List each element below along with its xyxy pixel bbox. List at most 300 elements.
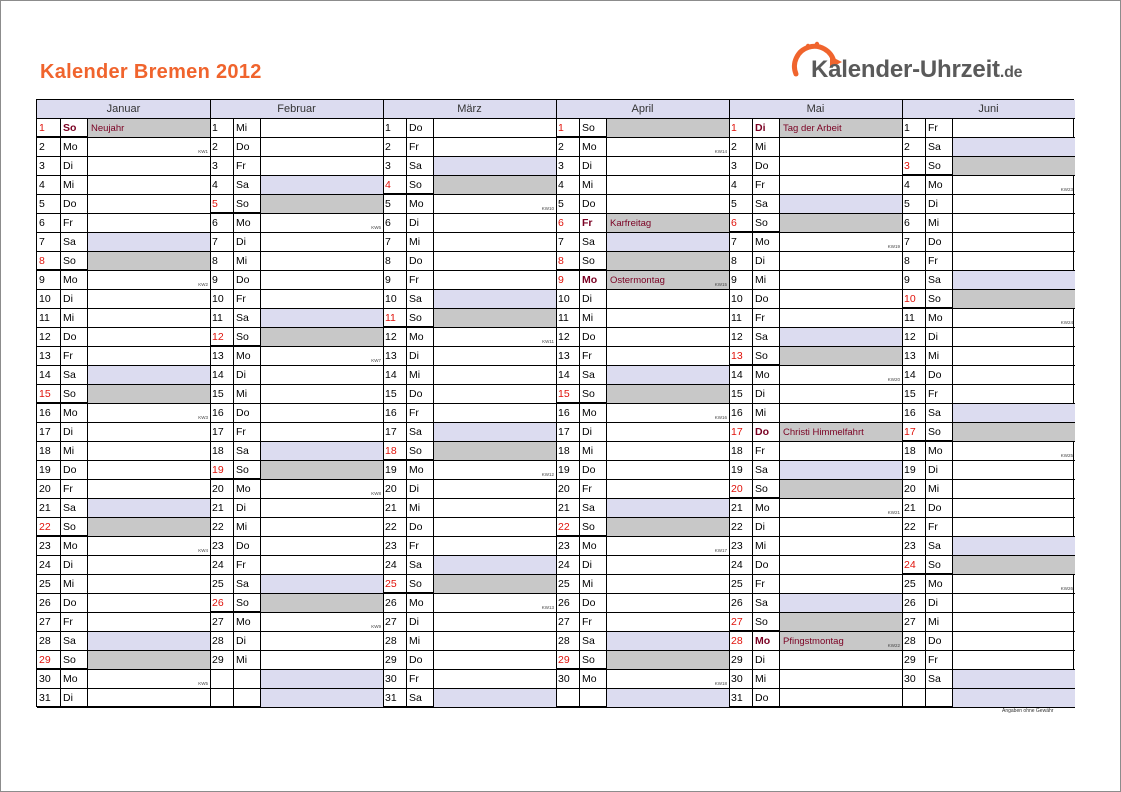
day-number: 12 <box>39 328 61 346</box>
logo-name: Kalender-Uhrzeit <box>811 56 1000 83</box>
day-number: 19 <box>904 461 926 479</box>
day-row <box>37 480 210 499</box>
calendar-week-label: KW14 <box>714 149 727 154</box>
month-header: Mai <box>729 100 902 119</box>
day-number: 21 <box>212 499 234 517</box>
weekday: Mo <box>236 613 261 631</box>
day-notes-cell <box>953 176 1075 194</box>
weekday: Mo <box>409 594 434 612</box>
day-row <box>556 195 729 214</box>
day-notes-cell <box>953 404 1075 422</box>
day-row <box>729 632 902 651</box>
weekday: Mo <box>755 366 780 384</box>
day-number: 8 <box>731 252 753 270</box>
weekday: Mo <box>63 537 88 555</box>
month-header: März <box>383 100 556 119</box>
day-notes-cell <box>261 594 383 612</box>
day-row <box>556 119 729 138</box>
day-notes-cell <box>780 385 902 403</box>
weekday: Sa <box>236 176 261 194</box>
weekday: Mo <box>63 670 88 688</box>
weekday: So <box>409 575 434 593</box>
day-number: 26 <box>385 594 407 612</box>
day-row <box>556 157 729 176</box>
day-row <box>729 442 902 461</box>
weekday: Mo <box>928 309 953 327</box>
calendar-week-label: KW22 <box>887 643 900 648</box>
day-row <box>383 404 556 423</box>
day-row <box>383 385 556 404</box>
day-number: 9 <box>731 271 753 289</box>
weekday: Di <box>928 461 953 479</box>
day-notes-cell <box>780 537 902 555</box>
weekday: So <box>409 442 434 460</box>
month-header: Januar <box>37 100 210 119</box>
empty-day-row <box>210 689 383 708</box>
day-row <box>556 613 729 632</box>
page-title: Kalender Bremen 2012 <box>40 61 262 83</box>
weekday: So <box>236 328 261 346</box>
day-notes-cell <box>261 537 383 555</box>
day-number: 12 <box>385 328 407 346</box>
day-number <box>212 670 234 688</box>
day-row <box>729 252 902 271</box>
day-row <box>556 480 729 499</box>
day-row <box>210 119 383 138</box>
day-row <box>729 575 902 594</box>
day-number: 29 <box>558 651 580 669</box>
day-number: 23 <box>385 537 407 555</box>
day-number: 18 <box>212 442 234 460</box>
day-notes-cell <box>88 442 210 460</box>
day-number: 16 <box>39 404 61 422</box>
day-number: 16 <box>558 404 580 422</box>
day-number: 6 <box>212 214 234 232</box>
day-row <box>902 461 1075 480</box>
day-row <box>556 632 729 651</box>
day-row <box>37 309 210 328</box>
weekday: Do <box>236 271 261 289</box>
weekday: Fr <box>582 214 607 232</box>
day-row <box>556 328 729 347</box>
day-notes-cell <box>607 480 729 498</box>
weekday: Sa <box>63 233 88 251</box>
weekday: So <box>755 613 780 631</box>
day-number: 12 <box>558 328 580 346</box>
day-number: 28 <box>385 632 407 650</box>
day-row <box>902 366 1075 385</box>
day-notes-cell <box>88 309 210 327</box>
day-row <box>37 290 210 309</box>
day-row <box>210 442 383 461</box>
day-number: 21 <box>558 499 580 517</box>
weekday: Di <box>63 689 88 707</box>
day-number: 30 <box>904 670 926 688</box>
weekday: Di <box>63 290 88 308</box>
weekday: Di <box>63 423 88 441</box>
day-notes-cell <box>953 689 1075 707</box>
weekday: Mi <box>928 347 953 365</box>
month-column-februar <box>210 100 383 706</box>
day-notes-cell <box>88 176 210 194</box>
day-number: 14 <box>558 366 580 384</box>
day-notes-cell <box>434 404 556 422</box>
day-number: 5 <box>212 195 234 213</box>
day-notes-cell <box>607 290 729 308</box>
calendar-week-label: KW20 <box>887 377 900 382</box>
day-number: 5 <box>558 195 580 213</box>
day-row <box>556 290 729 309</box>
weekday: Fr <box>236 290 261 308</box>
calendar-week-label: KW8 <box>371 491 381 496</box>
calendar-week-label: KW25 <box>1060 453 1073 458</box>
day-row <box>729 195 902 214</box>
weekday: Sa <box>928 670 953 688</box>
day-row <box>37 518 210 537</box>
day-row <box>902 138 1075 157</box>
day-number: 27 <box>212 613 234 631</box>
day-number: 9 <box>904 271 926 289</box>
weekday: Mi <box>63 442 88 460</box>
day-row <box>383 347 556 366</box>
weekday: Mo <box>409 195 434 213</box>
logo-text <box>811 56 1022 84</box>
day-notes-cell <box>434 138 556 156</box>
day-row <box>729 119 902 138</box>
day-row <box>37 442 210 461</box>
weekday: Mo <box>409 461 434 479</box>
weekday: Mo <box>755 233 780 251</box>
day-notes-cell <box>434 594 556 612</box>
day-notes-cell <box>780 575 902 593</box>
weekday: So <box>928 157 953 175</box>
weekday: Mo <box>409 328 434 346</box>
day-number: 2 <box>731 138 753 156</box>
day-notes-cell <box>88 670 210 688</box>
day-number: 17 <box>39 423 61 441</box>
day-row <box>383 518 556 537</box>
day-row <box>37 157 210 176</box>
day-notes-cell <box>434 385 556 403</box>
weekday: Mo <box>582 271 607 289</box>
day-number: 22 <box>39 518 61 536</box>
day-notes-cell <box>780 556 902 574</box>
day-notes-cell <box>261 689 383 707</box>
day-notes-cell <box>607 138 729 156</box>
month-column-januar <box>37 100 210 706</box>
day-row <box>729 157 902 176</box>
weekday: Fr <box>582 480 607 498</box>
weekday: Mi <box>409 366 434 384</box>
day-row <box>210 328 383 347</box>
day-number: 18 <box>904 442 926 460</box>
calendar-week-label: KW9 <box>371 624 381 629</box>
day-notes-cell <box>434 651 556 669</box>
day-notes-cell <box>607 537 729 555</box>
logo[interactable] <box>786 36 1076 92</box>
day-row <box>556 271 729 290</box>
day-row <box>556 518 729 537</box>
day-number: 28 <box>212 632 234 650</box>
day-number: 24 <box>558 556 580 574</box>
weekday: So <box>582 651 607 669</box>
day-number: 21 <box>39 499 61 517</box>
weekday: Mo <box>928 176 953 194</box>
day-notes-cell <box>88 385 210 403</box>
day-notes-cell <box>88 518 210 536</box>
weekday: Sa <box>409 689 434 707</box>
day-row <box>729 366 902 385</box>
day-notes-cell <box>261 632 383 650</box>
day-number: 1 <box>385 119 407 137</box>
day-number: 20 <box>39 480 61 498</box>
day-row <box>383 214 556 233</box>
day-row <box>210 385 383 404</box>
day-number: 9 <box>39 271 61 289</box>
day-number: 25 <box>904 575 926 593</box>
day-number: 30 <box>39 670 61 688</box>
day-row <box>210 499 383 518</box>
weekday: Mo <box>63 138 88 156</box>
day-number: 15 <box>731 385 753 403</box>
day-row <box>210 556 383 575</box>
day-row <box>37 119 210 138</box>
day-number: 15 <box>39 385 61 403</box>
day-row <box>210 252 383 271</box>
day-notes-cell <box>953 537 1075 555</box>
day-notes-cell <box>780 442 902 460</box>
day-notes-cell <box>261 309 383 327</box>
weekday: Do <box>409 518 434 536</box>
day-number: 22 <box>558 518 580 536</box>
day-row <box>556 309 729 328</box>
day-notes-cell <box>953 252 1075 270</box>
day-row <box>383 195 556 214</box>
day-row <box>383 423 556 442</box>
day-number: 3 <box>904 157 926 175</box>
day-notes-cell <box>261 480 383 498</box>
day-row <box>210 366 383 385</box>
day-number: 29 <box>731 651 753 669</box>
day-number: 26 <box>212 594 234 612</box>
weekday: Mo <box>236 480 261 498</box>
day-number: 11 <box>558 309 580 327</box>
day-row <box>210 404 383 423</box>
day-row <box>210 575 383 594</box>
weekday: Fr <box>755 176 780 194</box>
day-row <box>383 442 556 461</box>
weekday: Sa <box>755 195 780 213</box>
day-number: 10 <box>39 290 61 308</box>
day-notes-cell <box>261 651 383 669</box>
day-row <box>902 119 1075 138</box>
day-number: 13 <box>904 347 926 365</box>
day-notes-cell <box>88 689 210 707</box>
day-notes-cell <box>953 138 1075 156</box>
day-row <box>383 252 556 271</box>
day-notes-cell <box>953 632 1075 650</box>
day-notes-cell <box>780 651 902 669</box>
weekday <box>236 689 261 707</box>
weekday: So <box>928 556 953 574</box>
day-row <box>383 537 556 556</box>
weekday: Sa <box>755 328 780 346</box>
day-number: 9 <box>212 271 234 289</box>
day-row <box>210 233 383 252</box>
weekday: Fr <box>928 518 953 536</box>
holiday-label: Christi Himmelfahrt <box>783 427 864 438</box>
day-notes-cell <box>607 233 729 251</box>
day-number: 13 <box>39 347 61 365</box>
day-notes-cell <box>953 385 1075 403</box>
day-row <box>210 290 383 309</box>
day-number: 8 <box>558 252 580 270</box>
day-row <box>902 575 1075 594</box>
empty-day-row <box>902 689 1075 708</box>
weekday: Fr <box>928 252 953 270</box>
day-notes-cell <box>780 290 902 308</box>
weekday: So <box>409 309 434 327</box>
calendar-week-label: KW13 <box>541 605 554 610</box>
day-number: 24 <box>212 556 234 574</box>
weekday: Mo <box>63 271 88 289</box>
day-notes-cell <box>434 233 556 251</box>
day-number: 19 <box>212 461 234 479</box>
day-row <box>729 138 902 157</box>
day-number: 1 <box>558 119 580 137</box>
calendar-week-label: KW1 <box>198 149 208 154</box>
day-number: 21 <box>904 499 926 517</box>
day-number: 2 <box>212 138 234 156</box>
day-notes-cell <box>953 309 1075 327</box>
day-row <box>210 537 383 556</box>
day-notes-cell <box>607 347 729 365</box>
weekday: Sa <box>928 404 953 422</box>
day-number: 17 <box>558 423 580 441</box>
day-notes-cell <box>434 632 556 650</box>
day-number: 6 <box>39 214 61 232</box>
day-row <box>37 499 210 518</box>
weekday: Do <box>63 594 88 612</box>
day-notes-cell <box>607 423 729 441</box>
day-number: 11 <box>904 309 926 327</box>
weekday: Di <box>236 233 261 251</box>
day-notes-cell <box>607 157 729 175</box>
day-number: 10 <box>731 290 753 308</box>
weekday: Fr <box>236 157 261 175</box>
day-notes-cell <box>88 651 210 669</box>
day-number: 23 <box>39 537 61 555</box>
weekday: Do <box>755 157 780 175</box>
day-notes-cell <box>780 499 902 517</box>
calendar-week-label: KW16 <box>714 415 727 420</box>
weekday: Do <box>755 423 780 441</box>
day-number: 26 <box>731 594 753 612</box>
day-row <box>556 556 729 575</box>
day-number: 12 <box>904 328 926 346</box>
day-number: 22 <box>212 518 234 536</box>
calendar-week-label: KW17 <box>714 548 727 553</box>
day-number: 25 <box>39 575 61 593</box>
day-number: 21 <box>731 499 753 517</box>
day-row <box>37 689 210 708</box>
weekday: So <box>63 518 88 536</box>
day-notes-cell <box>434 670 556 688</box>
weekday: Di <box>755 518 780 536</box>
day-row <box>902 157 1075 176</box>
day-notes-cell <box>88 157 210 175</box>
day-row <box>729 480 902 499</box>
day-number: 14 <box>904 366 926 384</box>
day-number: 15 <box>904 385 926 403</box>
weekday: So <box>582 119 607 137</box>
day-row <box>556 442 729 461</box>
day-notes-cell <box>261 271 383 289</box>
day-notes-cell <box>607 404 729 422</box>
day-notes-cell <box>780 366 902 384</box>
day-notes-cell <box>953 442 1075 460</box>
day-notes-cell <box>434 537 556 555</box>
day-row <box>383 575 556 594</box>
day-notes-cell <box>261 233 383 251</box>
day-notes-cell <box>607 385 729 403</box>
weekday: Sa <box>582 499 607 517</box>
day-number: 27 <box>731 613 753 631</box>
day-row <box>383 689 556 708</box>
weekday: So <box>928 423 953 441</box>
day-row <box>210 138 383 157</box>
day-notes-cell <box>780 176 902 194</box>
day-notes-cell <box>607 176 729 194</box>
month-divider <box>556 100 557 706</box>
day-number: 17 <box>212 423 234 441</box>
day-row <box>37 670 210 689</box>
calendar-week-label: KW11 <box>542 339 554 344</box>
day-notes-cell <box>607 119 729 137</box>
day-notes-cell <box>88 613 210 631</box>
day-notes-cell <box>607 461 729 479</box>
day-row <box>556 594 729 613</box>
day-notes-cell <box>434 290 556 308</box>
day-notes-cell <box>953 670 1075 688</box>
holiday-label: Ostermontag <box>610 275 665 286</box>
day-row <box>37 423 210 442</box>
day-number: 10 <box>904 290 926 308</box>
weekday: Do <box>63 195 88 213</box>
day-row <box>37 347 210 366</box>
day-notes-cell <box>88 214 210 232</box>
weekday: Mo <box>582 404 607 422</box>
day-row <box>729 176 902 195</box>
weekday: Sa <box>928 138 953 156</box>
calendar-week-label: KW23 <box>1060 187 1073 192</box>
day-number: 16 <box>731 404 753 422</box>
day-row <box>902 347 1075 366</box>
day-notes-cell <box>953 556 1075 574</box>
day-row <box>556 461 729 480</box>
day-notes-cell <box>261 157 383 175</box>
day-notes-cell <box>88 575 210 593</box>
day-row <box>383 157 556 176</box>
day-notes-cell <box>261 518 383 536</box>
day-row <box>902 537 1075 556</box>
weekday: So <box>63 252 88 270</box>
day-notes-cell <box>953 214 1075 232</box>
day-number: 19 <box>558 461 580 479</box>
day-row <box>902 651 1075 670</box>
month-header: Juni <box>902 100 1075 119</box>
day-row <box>37 176 210 195</box>
